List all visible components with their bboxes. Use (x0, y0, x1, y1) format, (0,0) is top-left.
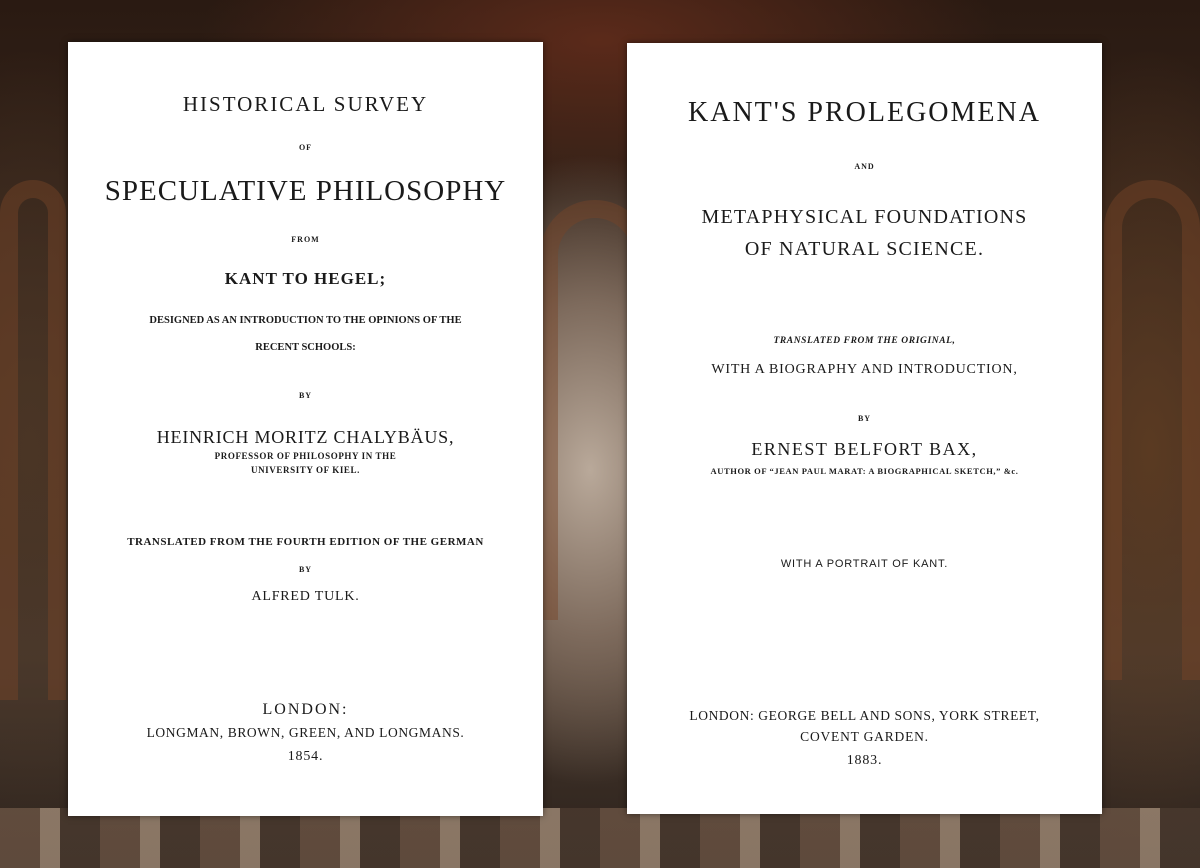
main-title: KANT'S PROLEGOMENA (688, 97, 1041, 128)
background-arch (0, 180, 66, 700)
description-line: RECENT SCHOOLS: (255, 342, 356, 353)
title-page-kant-prolegomena (627, 43, 1102, 814)
background-floor (0, 808, 1200, 868)
title-page-chalybaus (68, 42, 543, 816)
subtitle-line: METAPHYSICAL FOUNDATIONS (701, 206, 1028, 228)
subtitle-line: OF NATURAL SCIENCE. (744, 238, 985, 260)
imprint-year: 1883. (846, 753, 883, 768)
translation-note: TRANSLATED FROM THE FOURTH EDITION OF THE GERMAN (127, 536, 484, 548)
by-text: BY (857, 414, 872, 423)
by-text: BY (298, 565, 313, 574)
subject: KANT TO HEGEL; (224, 269, 387, 288)
biography-note: WITH A BIOGRAPHY AND INTRODUCTION, (711, 362, 1018, 377)
background-arch (1104, 180, 1200, 680)
description-line: DESIGNED AS AN INTRODUCTION TO THE OPINIONS OF THE (149, 315, 462, 326)
author-role: UNIVERSITY OF KIEL. (250, 465, 360, 475)
translation-note: TRANSLATED FROM THE ORIGINAL, (773, 336, 956, 346)
connector-text: OF (298, 143, 313, 152)
author-name: ERNEST BELFORT BAX, (751, 439, 978, 459)
translator-name: ALFRED TULK. (251, 589, 360, 604)
imprint-place: LONDON: (262, 701, 349, 718)
imprint-year: 1854. (287, 749, 324, 764)
title-line: HISTORICAL SURVEY (182, 92, 429, 116)
author-note: AUTHOR OF “JEAN PAUL MARAT: A BIOGRAPHICAL SKETCH,” &c. (710, 466, 1019, 476)
portrait-note: WITH A PORTRAIT OF KANT. (780, 558, 949, 570)
imprint-publisher: LONGMAN, BROWN, GREEN, AND LONGMANS. (146, 725, 465, 740)
by-text: BY (298, 391, 313, 400)
connector-text: FROM (291, 235, 320, 244)
imprint-place: COVENT GARDEN. (800, 729, 929, 744)
author-name: HEINRICH MORITZ CHALYBÄUS, (156, 427, 455, 447)
main-title: SPECULATIVE PHILOSOPHY (104, 175, 507, 207)
connector-text: AND (854, 162, 875, 171)
author-role: PROFESSOR OF PHILOSOPHY IN THE (214, 451, 397, 461)
imprint-publisher: LONDON: GEORGE BELL AND SONS, YORK STREET, (689, 708, 1040, 723)
